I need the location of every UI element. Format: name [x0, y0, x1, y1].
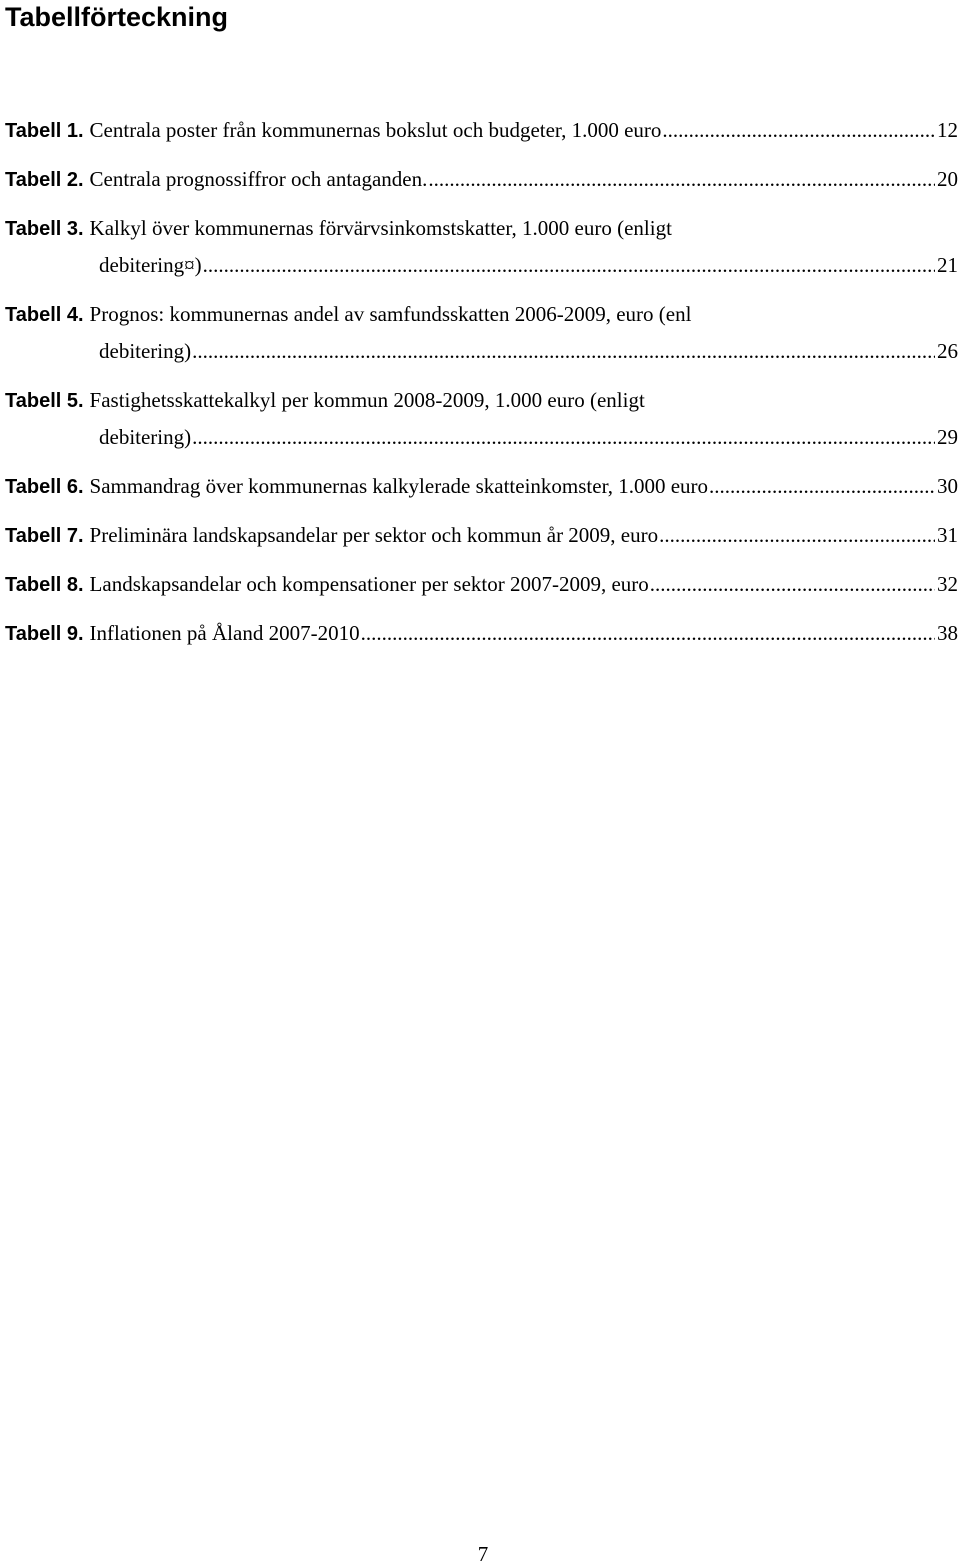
toc-entry-page: 31: [937, 523, 958, 547]
toc-entry-page: 29: [937, 425, 958, 449]
toc-entry[interactable]: [5, 112, 960, 149]
toc-entry-label: Tabell 8.: [5, 574, 84, 596]
toc-entry-page: 26: [937, 339, 958, 363]
dot-leader: [709, 468, 935, 505]
page-title: Tabellförteckning: [5, 2, 229, 32]
toc-entry-title: Landskapsandelar och kompensationer per sektor 2007-2009, euro: [89, 572, 649, 596]
toc-entry[interactable]: [5, 161, 960, 198]
toc-entry-label: Tabell 2.: [5, 169, 84, 191]
toc-entry-label: Tabell 4.: [5, 304, 84, 326]
toc-entry-title: Prognos: kommunernas andel av samfundsskatten 2006-2009, euro (enl: [89, 302, 692, 326]
toc-entry[interactable]: [5, 517, 960, 554]
toc-entry[interactable]: [5, 566, 960, 603]
toc-entry-title: Kalkyl över kommunernas förvärvsinkomstskatter, 1.000 euro (enligt: [89, 216, 672, 240]
toc-entry-page: 30: [937, 474, 958, 498]
toc-entry[interactable]: [5, 382, 960, 456]
dot-leader: [203, 247, 935, 284]
dot-leader: [428, 161, 935, 198]
toc-entry[interactable]: [5, 468, 960, 505]
toc-entry-label: Tabell 1.: [5, 120, 84, 142]
dot-leader: [192, 419, 935, 456]
toc-entry-title-continuation: debitering): [99, 339, 192, 363]
dot-leader: [659, 517, 935, 554]
page-number: 7: [477, 1542, 489, 1566]
toc-entry-title-continuation: debitering¤): [99, 253, 202, 277]
toc-entry-label: Tabell 5.: [5, 390, 84, 412]
toc-entry-title: Preliminära landskapsandelar per sektor och kommun år 2009, euro: [89, 523, 659, 547]
toc-entry-page: 38: [937, 621, 958, 645]
toc-entry-page: 12: [937, 118, 958, 142]
dot-leader: [192, 333, 935, 370]
toc-entry-page: 21: [937, 253, 958, 277]
toc-entry-label: Tabell 9.: [5, 623, 84, 645]
dot-leader: [662, 112, 935, 149]
toc-entry-label: Tabell 7.: [5, 525, 84, 547]
toc-entry-title-continuation: debitering): [99, 425, 192, 449]
toc-entry-label: Tabell 3.: [5, 218, 84, 240]
toc-entry-title: Fastighetsskattekalkyl per kommun 2008-2009, 1.000 euro (enligt: [89, 388, 645, 412]
toc-entry-title: Sammandrag över kommunernas kalkylerade skatteinkomster, 1.000 euro: [89, 474, 709, 498]
toc-entry-page: 20: [937, 167, 958, 191]
toc-entry-title: Centrala poster från kommunernas bokslut och budgeter, 1.000 euro: [89, 118, 662, 142]
table-of-contents: [5, 112, 960, 652]
dot-leader: [361, 615, 935, 652]
toc-entry[interactable]: [5, 296, 960, 370]
toc-entry-title: Inflationen på Åland 2007-2010: [89, 621, 360, 645]
dot-leader: [650, 566, 935, 603]
toc-entry-page: 32: [937, 572, 958, 596]
toc-entry[interactable]: [5, 210, 960, 284]
toc-entry-title: Centrala prognossiffror och antaganden.: [89, 167, 428, 191]
toc-entry-label: Tabell 6.: [5, 476, 84, 498]
toc-entry[interactable]: [5, 615, 960, 652]
